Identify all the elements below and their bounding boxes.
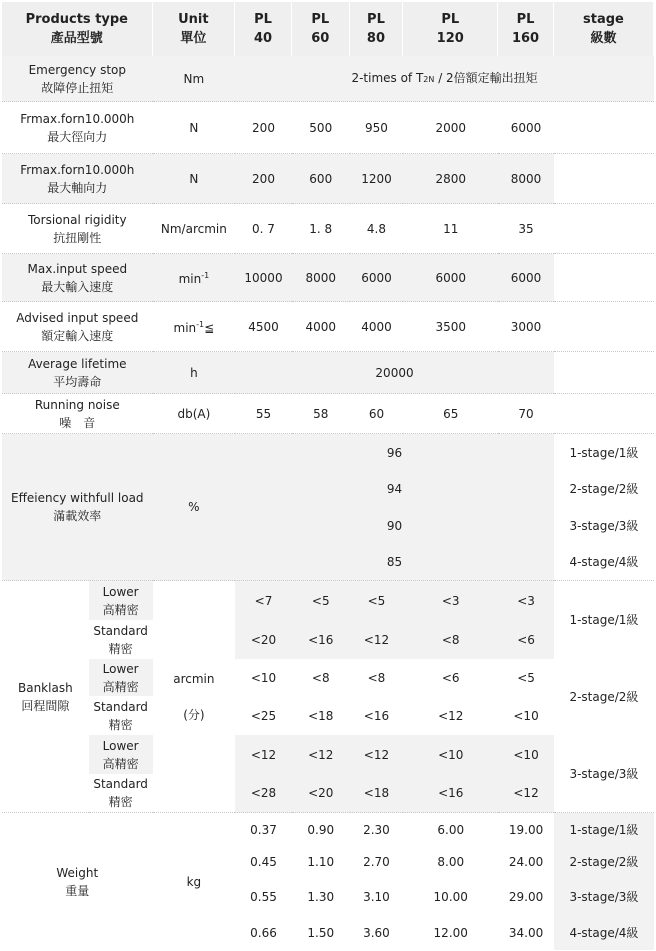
- cell: <25: [235, 696, 292, 735]
- cell: <5: [498, 659, 554, 696]
- header-model-pl80: PL 80: [350, 2, 404, 56]
- label-torsional-rigidity: Torsional rigidity 抗扭剛性: [2, 204, 153, 254]
- cell: 70: [498, 394, 554, 434]
- stage-label: 3-stage/3級: [554, 878, 654, 915]
- cell: 8000: [292, 254, 350, 302]
- cell: 3500: [403, 302, 498, 352]
- cell: 4000: [350, 302, 404, 352]
- cell: 8.00: [403, 846, 498, 878]
- unit-axial-force: N: [153, 154, 236, 204]
- value-emergency-stop: 2-times of T2N / 2倍額定輸出扭矩: [235, 56, 654, 102]
- unit-weight: kg: [153, 813, 236, 950]
- cell: 35: [498, 204, 554, 254]
- backlash-grade: Standard 精密: [89, 774, 153, 813]
- backlash-grade: Standard 精密: [89, 696, 153, 735]
- cell: <16: [403, 774, 498, 813]
- stage-label: 2-stage/2級: [554, 659, 654, 735]
- cell: 500: [292, 102, 350, 154]
- unit-radial-force: N: [153, 102, 236, 154]
- backlash-grade: Lower 高精密: [89, 735, 153, 774]
- header-model-pl40: PL 40: [235, 2, 292, 56]
- stage-label: 1-stage/1級: [554, 813, 654, 846]
- cell: 65: [403, 394, 498, 434]
- cell: 3.10: [350, 878, 404, 915]
- cell: <5: [292, 581, 350, 620]
- cell: <16: [292, 620, 350, 659]
- cell: <12: [403, 696, 498, 735]
- cell: 0.55: [235, 878, 292, 915]
- unit-average-lifetime: h: [153, 352, 236, 394]
- row-advised-input-speed: [2, 302, 654, 352]
- cell: 6000: [498, 102, 554, 154]
- stage-empty: [554, 254, 654, 302]
- row-backlash-3: [2, 659, 654, 696]
- label-max-input-speed: Max.input speed 最大輸入速度: [2, 254, 153, 302]
- cell: <28: [235, 774, 292, 813]
- unit-running-noise: db(A): [153, 394, 236, 434]
- row-emergency-stop: [2, 56, 654, 102]
- cell: 10000: [235, 254, 292, 302]
- backlash-grade: Lower 高精密: [89, 581, 153, 620]
- row-backlash-5: [2, 735, 654, 774]
- cell: <18: [350, 774, 404, 813]
- stage-empty: [554, 154, 654, 204]
- cell: <8: [292, 659, 350, 696]
- header-model-pl160: PL 160: [498, 2, 554, 56]
- cell: <10: [498, 735, 554, 774]
- row-average-lifetime: [2, 352, 654, 394]
- label-efficiency: Effeiency withfull load 滿載效率: [2, 434, 153, 581]
- cell: 0.37: [235, 813, 292, 846]
- cell: <6: [403, 659, 498, 696]
- label-average-lifetime: Average lifetime 平均壽命: [2, 352, 153, 394]
- label-running-noise: Running noise 噪 音: [2, 394, 153, 434]
- cell: 4500: [235, 302, 292, 352]
- cell: 10.00: [403, 878, 498, 915]
- row-efficiency-1: [2, 434, 654, 471]
- label-axial-force: Frmax.forn10.000h 最大軸向力: [2, 154, 153, 204]
- cell: 8000: [498, 154, 554, 204]
- cell: 6000: [350, 254, 404, 302]
- cell: 6000: [403, 254, 498, 302]
- cell: 19.00: [498, 813, 554, 846]
- cell: 58: [292, 394, 350, 434]
- label-radial-force: Frmax.forn10.000h 最大徑向力: [2, 102, 153, 154]
- cell: 29.00: [498, 878, 554, 915]
- cell: 600: [292, 154, 350, 204]
- unit-backlash: arcmin (分): [153, 581, 236, 813]
- cell: 1.50: [292, 915, 350, 950]
- cell: 2.30: [350, 813, 404, 846]
- cell: 60: [350, 394, 404, 434]
- cell: <12: [292, 735, 350, 774]
- stage-label: 1-stage/1級: [554, 581, 654, 659]
- cell: <12: [350, 735, 404, 774]
- stage-empty: [554, 204, 654, 254]
- header-model-pl60: PL 60: [292, 2, 350, 56]
- cell: <12: [498, 774, 554, 813]
- stage-empty: [554, 352, 654, 394]
- cell: <20: [235, 620, 292, 659]
- label-emergency-stop: Emergency stop 故障停止扭矩: [2, 56, 153, 102]
- label-advised-input-speed: Advised input speed 額定輸入速度: [2, 302, 153, 352]
- cell: 1200: [350, 154, 404, 204]
- cell: 12.00: [403, 915, 498, 950]
- stage-label: 3-stage/3級: [554, 507, 654, 544]
- cell: 1.30: [292, 878, 350, 915]
- row-weight-1: [2, 813, 654, 846]
- cell: <6: [498, 620, 554, 659]
- row-running-noise: [2, 394, 654, 434]
- value-efficiency: 96: [235, 434, 554, 471]
- cell: <12: [350, 620, 404, 659]
- stage-label: 1-stage/1級: [554, 434, 654, 471]
- cell: <7: [235, 581, 292, 620]
- cell: <10: [403, 735, 498, 774]
- cell: <12: [235, 735, 292, 774]
- cell: 200: [235, 102, 292, 154]
- cell: <16: [350, 696, 404, 735]
- cell: 950: [350, 102, 404, 154]
- backlash-grade: Lower 高精密: [89, 659, 153, 696]
- stage-label: 3-stage/3級: [554, 735, 654, 813]
- unit-torsional-rigidity: Nm/arcmin: [153, 204, 236, 254]
- unit-max-input-speed: $\min^{-1}$: [153, 254, 236, 302]
- stage-label: 2-stage/2級: [554, 846, 654, 878]
- unit-advised-input-speed: $\min^{-1}≦$: [153, 302, 236, 352]
- cell: 34.00: [498, 915, 554, 950]
- cell: <10: [235, 659, 292, 696]
- stage-label: 4-stage/4級: [554, 915, 654, 950]
- gearbox-spec-table: [2, 2, 654, 950]
- cell: 1. 8: [292, 204, 350, 254]
- cell: <8: [403, 620, 498, 659]
- stage-label: 2-stage/2級: [554, 471, 654, 507]
- stage-empty: [554, 302, 654, 352]
- cell: 4000: [292, 302, 350, 352]
- header-unit: Unit 單位: [153, 2, 236, 56]
- cell: 6.00: [403, 813, 498, 846]
- value-efficiency: 94: [235, 471, 554, 507]
- row-max-input-speed: [2, 254, 654, 302]
- stage-label: 4-stage/4級: [554, 544, 654, 581]
- label-weight: Weight 重量: [2, 813, 153, 950]
- cell: 4.8: [350, 204, 404, 254]
- cell: 3.60: [350, 915, 404, 950]
- header-row: [2, 2, 654, 56]
- cell: 24.00: [498, 846, 554, 878]
- value-efficiency: 85: [235, 544, 554, 581]
- row-backlash-1: [2, 581, 654, 620]
- cell: 0.66: [235, 915, 292, 950]
- value-efficiency: 90: [235, 507, 554, 544]
- cell: 0. 7: [235, 204, 292, 254]
- cell: <5: [350, 581, 404, 620]
- cell: <10: [498, 696, 554, 735]
- cell: <18: [292, 696, 350, 735]
- cell: 2.70: [350, 846, 404, 878]
- unit-efficiency: %: [153, 434, 236, 581]
- cell: 1.10: [292, 846, 350, 878]
- cell: 2800: [403, 154, 498, 204]
- cell: <8: [350, 659, 404, 696]
- cell: 0.90: [292, 813, 350, 846]
- cell: 2000: [403, 102, 498, 154]
- row-torsional-rigidity: [2, 204, 654, 254]
- label-backlash: Banklash 回程間隙: [2, 581, 89, 813]
- header-products-type: Products type 產品型號: [2, 2, 153, 56]
- backlash-grade: Standard 精密: [89, 620, 153, 659]
- cell: <20: [292, 774, 350, 813]
- cell: 0.45: [235, 846, 292, 878]
- cell: 3000: [498, 302, 554, 352]
- value-average-lifetime: 20000: [235, 352, 554, 394]
- cell: 55: [235, 394, 292, 434]
- cell: 11: [403, 204, 498, 254]
- header-model-pl120: PL 120: [403, 2, 498, 56]
- cell: <3: [498, 581, 554, 620]
- cell: 6000: [498, 254, 554, 302]
- unit-emergency-stop: Nm: [153, 56, 236, 102]
- row-axial-force: [2, 154, 654, 204]
- stage-empty: [554, 394, 654, 434]
- header-stage: stage 級數: [554, 2, 654, 56]
- cell: <3: [403, 581, 498, 620]
- cell: 200: [235, 154, 292, 204]
- stage-empty: [554, 102, 654, 154]
- row-radial-force: [2, 102, 654, 154]
